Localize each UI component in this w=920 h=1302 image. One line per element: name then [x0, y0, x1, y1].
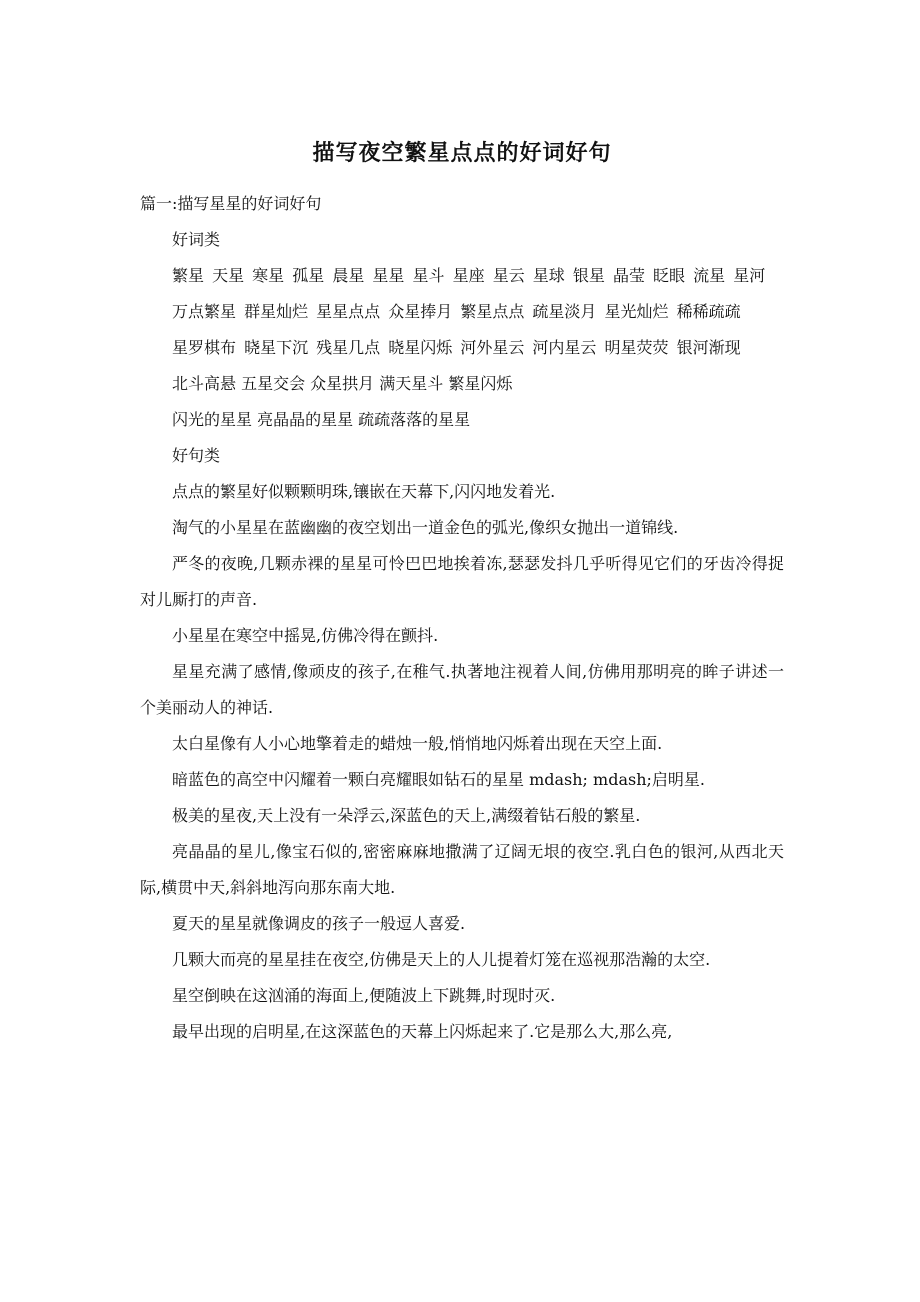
sentence-paragraph: 几颗大而亮的星星挂在夜空,仿佛是天上的人儿提着灯笼在巡视那浩瀚的太空.: [172, 950, 711, 969]
subheading-good-words: 好词类: [172, 230, 221, 249]
sentence-paragraph: 太白星像有人小心地擎着走的蜡烛一般,悄悄地闪烁着出现在天空上面.: [172, 734, 663, 753]
sentence-paragraph: 星空倒映在这汹涌的海面上,便随波上下跳舞,时现时灭.: [172, 986, 556, 1005]
document-title: 描写夜空繁星点点的好词好句: [312, 141, 612, 166]
sentence-paragraph: 夏天的星星就像调皮的孩子一般逗人喜爱.: [172, 914, 466, 933]
word-list-2: 万点繁星 群星灿烂 星星点点 众星捧月 繁星点点 疏星淡月 星光灿烂 稀稀疏疏: [172, 302, 741, 321]
sentence-paragraph: 严冬的夜晚,几颗赤裸的星星可怜巴巴地挨着冻,瑟瑟发抖几乎听得见它们的牙齿冷得捉对儿厮打的声音.: [140, 554, 784, 609]
word-list-3: 星罗棋布 晓星下沉 残星几点 晓星闪烁 河外星云 河内星云 明星荧荧 银河渐现: [172, 338, 741, 357]
document-page: [140, 136, 784, 1050]
sentence-paragraph: 点点的繁星好似颗颗明珠,镶嵌在天幕下,闪闪地发着光.: [172, 482, 556, 501]
sentence-paragraph: 暗蓝色的高空中闪耀着一颗白亮耀眼如钻石的星星 mdash; mdash;启明星.: [172, 770, 705, 789]
section-heading: 篇一:描写星星的好词好句: [140, 194, 322, 213]
word-list-5: 闪光的星星 亮晶晶的星星 疏疏落落的星星: [172, 410, 471, 429]
sentence-paragraph: 淘气的小星星在蓝幽幽的夜空划出一道金色的弧光,像织女抛出一道锦线.: [172, 518, 679, 537]
sentence-paragraph: 小星星在寒空中摇晃,仿佛冷得在颤抖.: [172, 626, 439, 645]
word-list-1: 繁星 天星 寒星 孤星 晨星 星星 星斗 星座 星云 星球 银星 晶莹 眨眼 流星 星河: [172, 266, 766, 285]
sentence-paragraph: 星星充满了感情,像顽皮的孩子,在稚气.执著地注视着人间,仿佛用那明亮的眸子讲述一个美丽动人的神话.: [140, 662, 784, 717]
sentence-paragraph: 极美的星夜,天上没有一朵浮云,深蓝色的天上,满缀着钻石般的繁星.: [172, 806, 641, 825]
word-list-4: 北斗高悬 五星交会 众星拱月 满天星斗 繁星闪烁: [172, 374, 513, 393]
sentence-paragraph: 亮晶晶的星儿,像宝石似的,密密麻麻地撒满了辽阔无垠的夜空.乳白色的银河,从西北天际,横贯中天,斜斜地泻向那东南大地.: [140, 842, 784, 897]
subheading-good-sentences: 好句类: [172, 446, 221, 465]
sentence-paragraph: 最早出现的启明星,在这深蓝色的天幕上闪烁起来了.它是那么大,那么亮,: [172, 1022, 673, 1041]
